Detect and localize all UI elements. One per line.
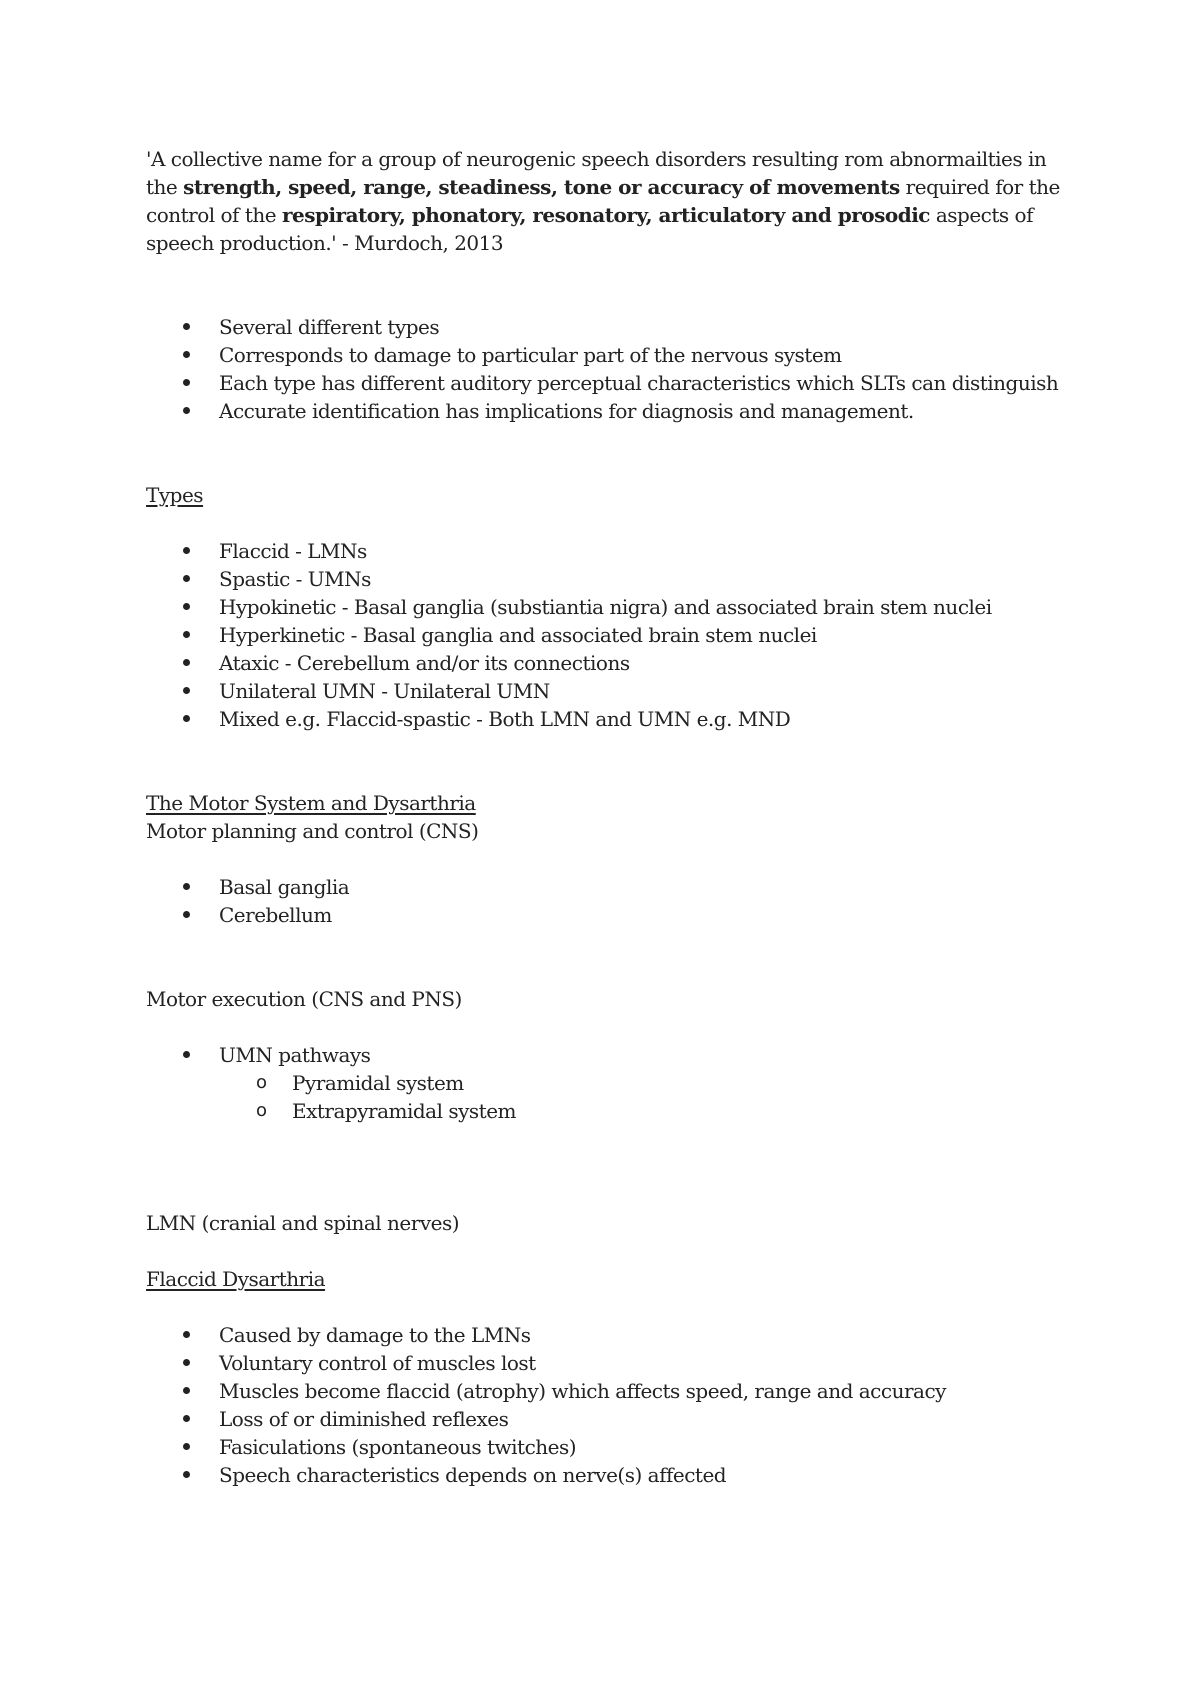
document-content [146,145,1066,1489]
list-item: Voluntary control of muscles lost [146,1349,1066,1377]
lmn-label: LMN (cranial and spinal nerves) [146,1211,460,1235]
motor-system-heading: The Motor System and Dysarthria [146,791,476,815]
list-item: Mixed e.g. Flaccid-spastic - Both LMN and UMN e.g. MND [146,705,1066,733]
list-item: Hypokinetic - Basal ganglia (substiantia nigra) and associated brain stem nuclei [146,593,1066,621]
list-item: Speech characteristics depends on nerve(s) affected [146,1461,1066,1489]
list-item: Corresponds to damage to particular part of the nervous system [146,341,1066,369]
list-item: o Pyramidal system [146,1069,1066,1097]
motor-planning-list [146,873,1066,929]
list-item: Accurate identification has implications for diagnosis and management. [146,397,1066,425]
motor-execution-label: Motor execution (CNS and PNS) [146,987,462,1011]
quote-text-1: 'A collective name for a group of neurogenic speech disorders resulting rom abnormailties in the [146,147,1047,199]
list-item: Loss of or diminished reflexes [146,1405,1066,1433]
list-item: Ataxic - Cerebellum and/or its connections [146,649,1066,677]
list-item: Spastic - UMNs [146,565,1066,593]
list-item: Each type has different auditory perceptual characteristics which SLTs can distinguish [146,369,1066,397]
list-item: Flaccid - LMNs [146,537,1066,565]
quote-bold-2: respiratory, phonatory, resonatory, articulatory and prosodic [281,203,930,227]
definition-quote [146,145,1066,257]
umn-sub-list [146,1069,1066,1125]
quote-text-2: required for the control of the [146,175,1060,227]
types-heading: Types [146,483,204,507]
list-item: Several different types [146,313,1066,341]
list-item: Muscles become flaccid (atrophy) which affects speed, range and accuracy [146,1377,1066,1405]
types-bullet-list [146,537,1066,733]
umn-pathways-label: UMN pathways [219,1043,371,1067]
quote-bold-1: strength, speed, range, steadiness, tone or accuracy of movements [183,175,900,199]
list-item: Unilateral UMN - Unilateral UMN [146,677,1066,705]
list-item: Cerebellum [146,901,1066,929]
list-item: Basal ganglia [146,873,1066,901]
flaccid-heading: Flaccid Dysarthria [146,1267,326,1291]
intro-bullet-list [146,313,1066,425]
list-item [146,1041,1066,1125]
motor-planning-label: Motor planning and control (CNS) [146,819,479,843]
list-item: Caused by damage to the LMNs [146,1321,1066,1349]
quote-text-3: aspects of speech production.' - Murdoch, 2013 [146,203,1033,255]
list-item: Fasiculations (spontaneous twitches) [146,1433,1066,1461]
list-item: o Extrapyramidal system [146,1097,1066,1125]
motor-execution-list [146,1041,1066,1125]
flaccid-bullet-list [146,1321,1066,1489]
list-item: Hyperkinetic - Basal ganglia and associated brain stem nuclei [146,621,1066,649]
